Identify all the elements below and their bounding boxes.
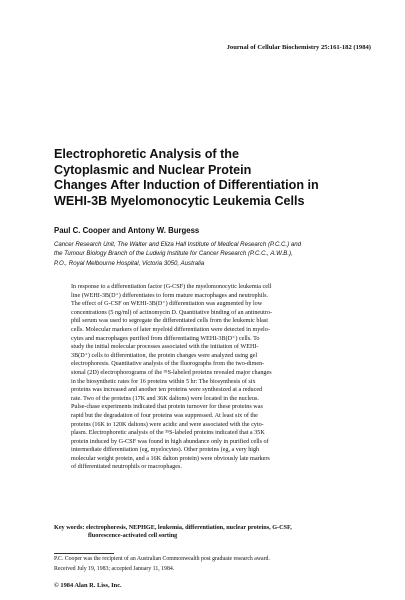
footnote-divider	[54, 553, 114, 554]
abstract-line: line (WEHI-3B(D⁺) differentiates to form mature macrophages and neutrophils.	[71, 292, 269, 299]
abstract-line: Pulse-chase experiments indicated that protein turnover for these proteins was	[71, 404, 263, 411]
abstract-line: In response to a differentiation factor (G-CSF) the myelomonocytic leukemia cell	[71, 284, 272, 290]
abstract-line: plasm. Electrophoretic analysis of the ³⁵S-labeled proteins indicated that a 35K	[71, 430, 265, 437]
journal-citation: Journal of Cellular Biochemistry 25:161-182 (1984)	[226, 44, 371, 51]
keywords	[54, 524, 374, 541]
abstract-line: rapid but the degradation of four proteins was suppressed. At least six of the	[71, 412, 258, 419]
abstract-line: cells. Molecular markers of later myeloid differentiation were detected in myelo-	[71, 326, 270, 333]
abstract-line: phil serum was used to segregate the differentiated cells from the leukemic blast	[71, 318, 269, 325]
copyright: © 1984 Alan R. Liss, Inc.	[54, 582, 122, 589]
footnote-award: P.C. Cooper was the recipient of an Australian Commonwealth post graduate research award.	[54, 556, 270, 562]
title-line: Electrophoretic Analysis of the	[54, 147, 239, 161]
abstract-line: 3B(D⁺) cells to differentiation, the protein changes were analyzed using gel	[71, 352, 258, 359]
abstract-line: intermediate differentiation (eg, myelocytes). Other proteins (eg, a very high	[71, 447, 260, 454]
title-line: Cytoplasmic and Nuclear Protein	[54, 162, 252, 177]
keywords-line: fluorescence-activated cell sorting	[88, 532, 178, 540]
authors: Paul C. Cooper and Antony W. Burgess	[54, 226, 200, 235]
abstract-line: in the biosynthetic rates for 16 proteins within 5 hr: The biosynthesis of six	[71, 378, 256, 385]
abstract-line: of differentiated neutrophils or macrophages.	[71, 464, 182, 471]
abstract-line: molecular weight protein, and a 16K dalton protein) were obviously late markers	[71, 455, 270, 462]
affiliation-line: P.O., Royal Melbourne Hospital, Victoria 3050, Australia	[54, 259, 205, 267]
article-title	[54, 147, 374, 209]
affiliation	[54, 240, 384, 268]
abstract-line: The effect of G-CSF on WEHI-3B(D⁺) differentiation was augmented by low	[71, 301, 263, 308]
abstract-line: cytes and macrophages purified from differentiating WEHI-3B(D⁺) cells. To	[71, 335, 260, 342]
abstract-line: sional (2D) electrophorograms of the ³⁵S-labeled proteins revealed major changes	[71, 369, 272, 376]
abstract-line: rate. Two of the proteins (17K and 36K daltons) were located in the nucleus.	[71, 395, 259, 402]
affiliation-line: the Tumour Biology Branch of the Ludwig Institute for Cancer Research (P.C.C., A.W.B.),	[54, 250, 293, 258]
title-line: Changes After Induction of Differentiation in	[54, 178, 319, 193]
keywords-line: Key words: electrophoresis, NEPHGE, leukemia, differentiation, nuclear proteins, G-CSF,	[54, 524, 292, 531]
abstract-line: proteins was increased and another ten proteins were synthesized at a reduced	[71, 387, 263, 394]
abstract-line: study the initial molecular processes associated with the initiation of WEHI-	[71, 344, 259, 351]
abstract	[71, 283, 354, 472]
abstract-line: electrophoresis. Quantitative analysis of the fluorographs from the two-dimen-	[71, 361, 265, 368]
abstract-line: protein induced by G-CSF was found in high abundance only in purified cells of	[71, 438, 269, 445]
footnote-received: Received July 19, 1983; accepted January 11, 1984.	[54, 566, 175, 572]
abstract-line: proteins (16K to 120K daltons) were acidic and were associated with the cyto-	[71, 421, 264, 428]
abstract-line: concentrations (5 ng/ml) of actinomycin D. Quantitative binding of an antineutro-	[71, 309, 273, 316]
title-line: WEHI-3B Myelomonocytic Leukemia Cells	[54, 193, 305, 208]
affiliation-line: Cancer Research Unit, The Walter and Eliza Hall Institute of Medical Research (P.C.C.) and	[54, 241, 302, 248]
